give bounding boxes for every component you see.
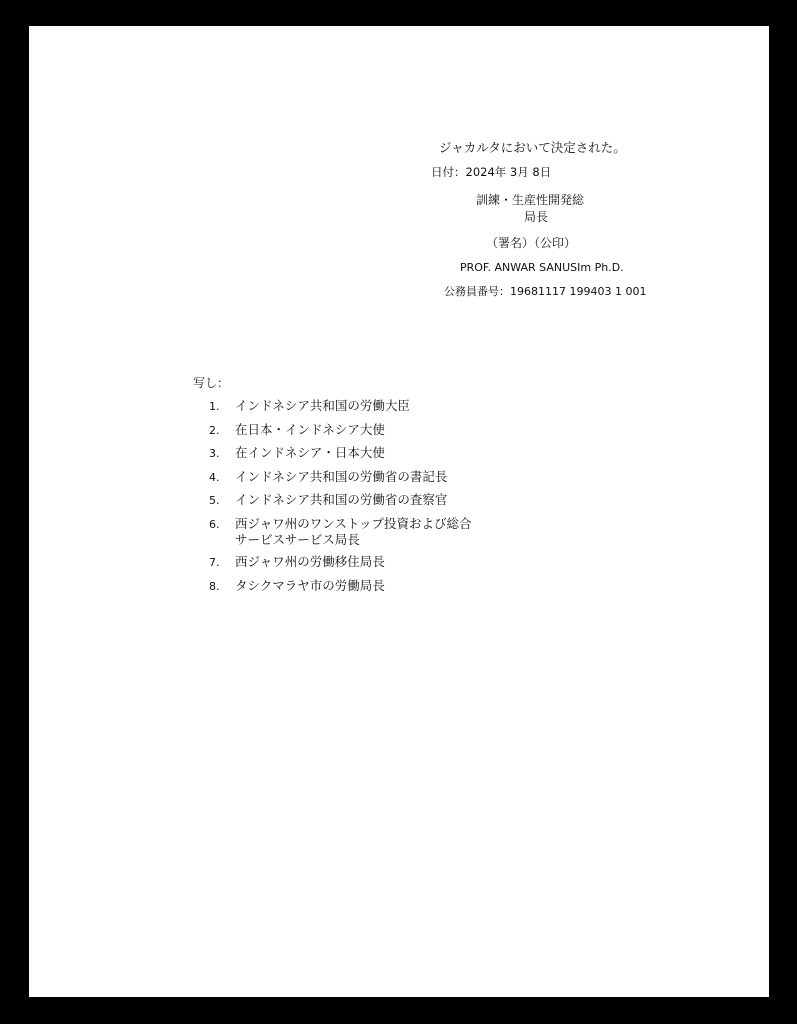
list-item-text: インドネシア共和国の労働省の書記長: [235, 468, 448, 484]
list-item-text: 西ジャワ州の労働移住局長: [235, 554, 385, 569]
list-item: [209, 554, 472, 571]
list-item: [209, 469, 472, 486]
decided-location: ジャカルタにおいて決定された。: [439, 140, 626, 155]
list-item: [209, 398, 472, 415]
list-item: [209, 422, 472, 439]
list-item-number: 4.: [209, 470, 220, 484]
list-item-text: タシクマラヤ市の労働局長: [235, 577, 385, 593]
list-item-number: 5.: [209, 494, 220, 507]
signature-seal-note: （署名）（公印）: [486, 236, 577, 250]
list-item-number: 8.: [209, 579, 220, 593]
list-item-text: 西ジャワ州のワンストップ投資および総合 サービスサービス局長: [235, 515, 472, 547]
list-item: [209, 445, 472, 462]
list-item-number: 2.: [209, 423, 220, 437]
signatory-name: PROF. ANWAR SANUSIm Ph.D.: [460, 261, 624, 274]
list-item-text: インドネシア共和国の労働省の査察官: [235, 492, 448, 507]
list-item-number: 1.: [209, 400, 220, 413]
decision-date: 日付：2024年 3月 8日: [431, 165, 552, 179]
civil-servant-number: 公務員番号：19681117 199403 1 001: [444, 285, 647, 298]
official-title-line-2: 局長: [524, 210, 549, 224]
list-item-number: 7.: [209, 556, 220, 569]
list-item-text: インドネシア共和国の労働大臣: [235, 398, 410, 413]
list-item-text: 在インドネシア・日本大使: [235, 445, 385, 460]
document-page: [29, 26, 769, 997]
list-item-number: 6.: [209, 517, 220, 531]
list-item: [209, 516, 472, 548]
copies-list: [209, 398, 472, 601]
list-item-text: 在日本・インドネシア大使: [235, 421, 385, 437]
list-item: [209, 492, 472, 509]
list-item-number: 3.: [209, 447, 220, 460]
copies-label: 写し：: [193, 376, 230, 390]
list-item: [209, 578, 472, 595]
official-title-line-1: 訓練・生産性開発総: [476, 193, 585, 207]
